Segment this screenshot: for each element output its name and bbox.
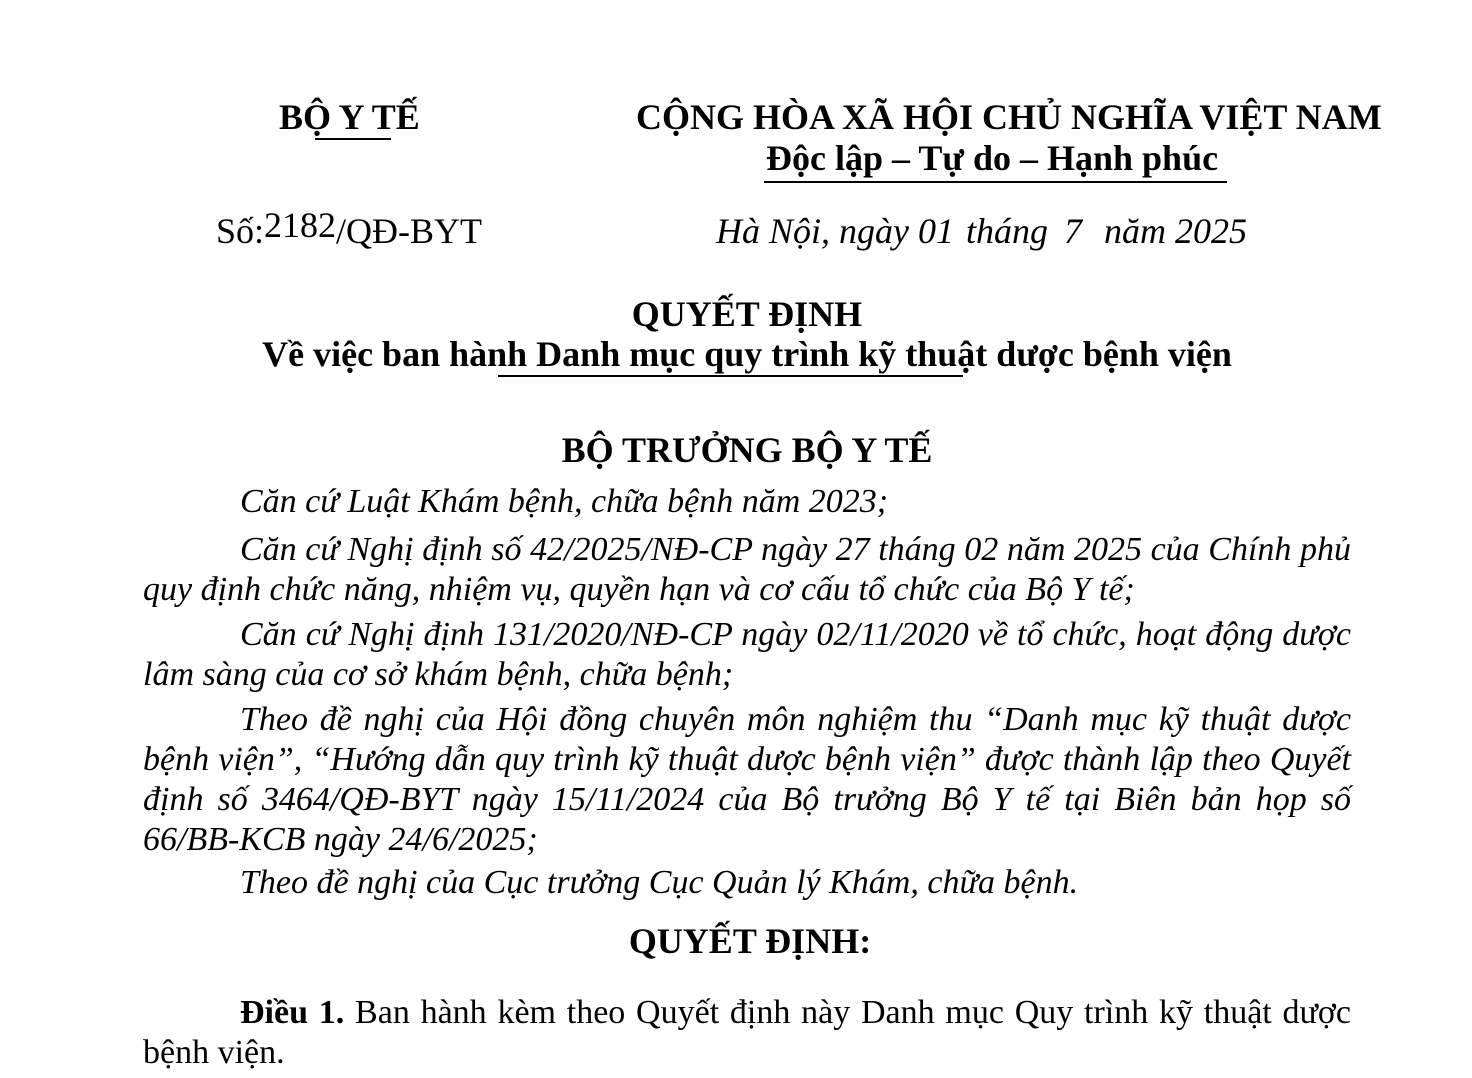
decision-heading: QUYẾT ĐỊNH: — [628, 921, 872, 961]
date-year: 2025 — [1175, 211, 1248, 251]
national-motto: Độc lập – Tự do – Hạnh phúc — [766, 138, 1219, 178]
national-title: CỘNG HÒA XÃ HỘI CHỦ NGHĨA VIỆT NAM — [636, 97, 1382, 137]
article-1-text: Ban hành kèm theo Quyết định này Danh mục Quy trình kỹ thuật dược bệnh viện. — [143, 994, 1352, 1071]
place-and-date — [716, 210, 1247, 252]
year-word: năm — [1104, 211, 1167, 251]
place-label: Hà Nội, ngày — [716, 211, 909, 251]
issuing-agency: BỘ Y TẾ — [279, 97, 420, 137]
preamble-paragraph: Theo đề nghị của Cục trưởng Cục Quản lý Khám, chữa bệnh. — [240, 864, 1079, 901]
preamble-paragraph: Căn cứ Nghị định số 42/2025/NĐ-CP ngày 27 tháng 02 năm 2025 của Chính phủ quy định chức năng, nhiệm vụ, quyền hạn và cơ cấu tổ chức của Bộ Y tế; — [143, 531, 1351, 608]
motto-underline — [764, 181, 1227, 183]
docno-prefix: Số: — [216, 211, 265, 251]
preamble-paragraph: Căn cứ Nghị định 131/2020/NĐ-CP ngày 02/11/2020 về tổ chức, hoạt động dược lâm sàng của cơ sở khám bệnh, chữa bệnh; — [143, 616, 1351, 693]
preamble-paragraph: Căn cứ Luật Khám bệnh, chữa bệnh năm 2023; — [240, 483, 889, 520]
subtitle-underline — [498, 375, 963, 377]
article-1 — [143, 993, 1351, 1073]
article-1-label: Điều 1. — [240, 994, 345, 1031]
document-subtitle: Về việc ban hành Danh mục quy trình kỹ thuật dược bệnh viện — [262, 334, 1232, 374]
month-word: tháng — [966, 211, 1049, 251]
document-title: QUYẾT ĐỊNH — [631, 294, 863, 334]
date-month: 7 — [1064, 211, 1083, 251]
docno-suffix: /QĐ-BYT — [336, 211, 483, 251]
date-day: 01 — [918, 211, 954, 251]
document-number — [216, 205, 483, 252]
authority-heading: BỘ TRƯỞNG BỘ Y TẾ — [561, 430, 933, 470]
preamble-paragraph: Theo đề nghị của Hội đồng chuyên môn nghiệm thu “Danh mục kỹ thuật dược bệnh viện”, “Hướng dẫn quy trình kỹ thuật dược bệnh viện” được thành lập theo Quyết định số 3464/QĐ-BYT ngày 15/11/2024 của Bộ trưởng Bộ Y tế tại Biên bản họp số 66/BB-KCB ngày 24/6/2025; — [143, 701, 1351, 858]
docno-number: 2182 — [264, 205, 337, 245]
agency-underline — [315, 138, 391, 140]
